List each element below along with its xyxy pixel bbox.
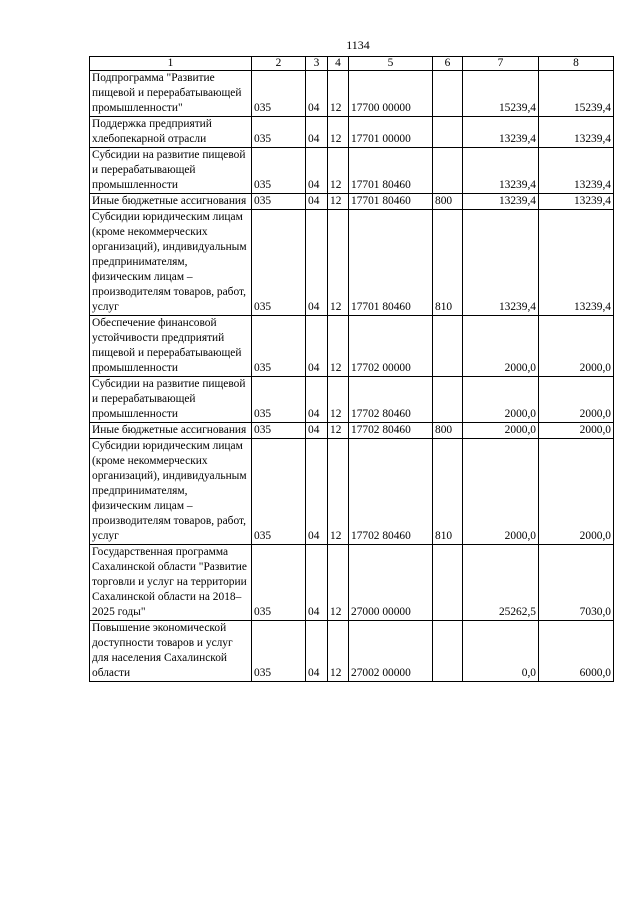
- admin-code: 035: [252, 71, 306, 117]
- admin-code: 035: [252, 621, 306, 682]
- amount-col-8: 2000,0: [539, 316, 614, 377]
- amount-col-7: 2000,0: [463, 423, 539, 439]
- amount-col-8: 15239,4: [539, 71, 614, 117]
- table-row: [90, 545, 614, 621]
- expense-type-code: 800: [433, 423, 463, 439]
- row-name: Субсидии юридическим лицам (кроме некоммерческих организаций), индивидуальным предпринимателям, физическим лицам – производителям товаров, работ, услуг: [90, 210, 252, 316]
- row-name: Иные бюджетные ассигнования: [90, 423, 252, 439]
- amount-col-8: 6000,0: [539, 621, 614, 682]
- section-code: 04: [306, 377, 328, 423]
- amount-col-8: 2000,0: [539, 439, 614, 545]
- admin-code: 035: [252, 377, 306, 423]
- amount-col-7: 13239,4: [463, 117, 539, 148]
- target-article-code: 17702 80460: [349, 377, 433, 423]
- col-header-7: 7: [463, 57, 539, 71]
- expense-type-code: 810: [433, 210, 463, 316]
- target-article-code: 17700 00000: [349, 71, 433, 117]
- col-header-2: 2: [252, 57, 306, 71]
- amount-col-7: 25262,5: [463, 545, 539, 621]
- amount-col-7: 13239,4: [463, 194, 539, 210]
- subsection-code: 12: [328, 545, 349, 621]
- subsection-code: 12: [328, 194, 349, 210]
- admin-code: 035: [252, 316, 306, 377]
- expense-type-code: [433, 71, 463, 117]
- section-code: 04: [306, 621, 328, 682]
- subsection-code: 12: [328, 423, 349, 439]
- admin-code: 035: [252, 117, 306, 148]
- amount-col-8: 7030,0: [539, 545, 614, 621]
- amount-col-7: 2000,0: [463, 316, 539, 377]
- table-row: [90, 71, 614, 117]
- amount-col-8: 13239,4: [539, 194, 614, 210]
- expense-type-code: [433, 545, 463, 621]
- table-row: [90, 210, 614, 316]
- budget-table: [89, 56, 614, 682]
- target-article-code: 27000 00000: [349, 545, 433, 621]
- admin-code: 035: [252, 545, 306, 621]
- target-article-code: 17701 80460: [349, 148, 433, 194]
- section-code: 04: [306, 148, 328, 194]
- table-row: [90, 439, 614, 545]
- row-name: Поддержка предприятий хлебопекарной отрасли: [90, 117, 252, 148]
- amount-col-7: 15239,4: [463, 71, 539, 117]
- amount-col-7: 13239,4: [463, 148, 539, 194]
- admin-code: 035: [252, 210, 306, 316]
- table-row: [90, 621, 614, 682]
- amount-col-8: 2000,0: [539, 423, 614, 439]
- table-row: [90, 194, 614, 210]
- table-row: [90, 117, 614, 148]
- row-name: Государственная программа Сахалинской области "Развитие торговли и услуг на территории Сахалинской области на 2018–2025 годы": [90, 545, 252, 621]
- table-row: [90, 148, 614, 194]
- subsection-code: 12: [328, 621, 349, 682]
- expense-type-code: 800: [433, 194, 463, 210]
- subsection-code: 12: [328, 439, 349, 545]
- admin-code: 035: [252, 194, 306, 210]
- row-name: Субсидии на развитие пищевой и перерабатывающей промышленности: [90, 148, 252, 194]
- admin-code: 035: [252, 423, 306, 439]
- expense-type-code: 810: [433, 439, 463, 545]
- amount-col-7: 2000,0: [463, 439, 539, 545]
- row-name: Иные бюджетные ассигнования: [90, 194, 252, 210]
- col-header-3: 3: [306, 57, 328, 71]
- expense-type-code: [433, 621, 463, 682]
- expense-type-code: [433, 117, 463, 148]
- col-header-1: 1: [90, 57, 252, 71]
- col-header-5: 5: [349, 57, 433, 71]
- subsection-code: 12: [328, 316, 349, 377]
- section-code: 04: [306, 316, 328, 377]
- subsection-code: 12: [328, 210, 349, 316]
- section-code: 04: [306, 194, 328, 210]
- target-article-code: 17702 00000: [349, 316, 433, 377]
- col-header-4: 4: [328, 57, 349, 71]
- col-header-6: 6: [433, 57, 463, 71]
- section-code: 04: [306, 210, 328, 316]
- row-name: Субсидии юридическим лицам (кроме некоммерческих организаций), индивидуальным предпринимателям, физическим лицам – производителям товаров, работ, услуг: [90, 439, 252, 545]
- subsection-code: 12: [328, 71, 349, 117]
- admin-code: 035: [252, 439, 306, 545]
- section-code: 04: [306, 423, 328, 439]
- target-article-code: 27002 00000: [349, 621, 433, 682]
- amount-col-8: 13239,4: [539, 117, 614, 148]
- section-code: 04: [306, 117, 328, 148]
- amount-col-7: 0,0: [463, 621, 539, 682]
- table-row: [90, 377, 614, 423]
- row-name: Обеспечение финансовой устойчивости предприятий пищевой и перерабатывающей промышленности: [90, 316, 252, 377]
- col-header-8: 8: [539, 57, 614, 71]
- amount-col-8: 13239,4: [539, 210, 614, 316]
- expense-type-code: [433, 148, 463, 194]
- section-code: 04: [306, 439, 328, 545]
- amount-col-7: 2000,0: [463, 377, 539, 423]
- row-name: Подпрограмма "Развитие пищевой и перерабатывающей промышленности": [90, 71, 252, 117]
- table-row: [90, 316, 614, 377]
- amount-col-8: 13239,4: [539, 148, 614, 194]
- amount-col-8: 2000,0: [539, 377, 614, 423]
- subsection-code: 12: [328, 377, 349, 423]
- admin-code: 035: [252, 148, 306, 194]
- target-article-code: 17701 80460: [349, 210, 433, 316]
- subsection-code: 12: [328, 148, 349, 194]
- target-article-code: 17702 80460: [349, 423, 433, 439]
- subsection-code: 12: [328, 117, 349, 148]
- amount-col-7: 13239,4: [463, 210, 539, 316]
- section-code: 04: [306, 545, 328, 621]
- row-name: Субсидии на развитие пищевой и перерабатывающей промышленности: [90, 377, 252, 423]
- page-number: 1134: [346, 38, 370, 52]
- expense-type-code: [433, 377, 463, 423]
- table-row: [90, 423, 614, 439]
- header-row: [90, 57, 614, 71]
- target-article-code: 17702 80460: [349, 439, 433, 545]
- target-article-code: 17701 00000: [349, 117, 433, 148]
- row-name: Повышение экономической доступности товаров и услуг для населения Сахалинской области: [90, 621, 252, 682]
- section-code: 04: [306, 71, 328, 117]
- expense-type-code: [433, 316, 463, 377]
- target-article-code: 17701 80460: [349, 194, 433, 210]
